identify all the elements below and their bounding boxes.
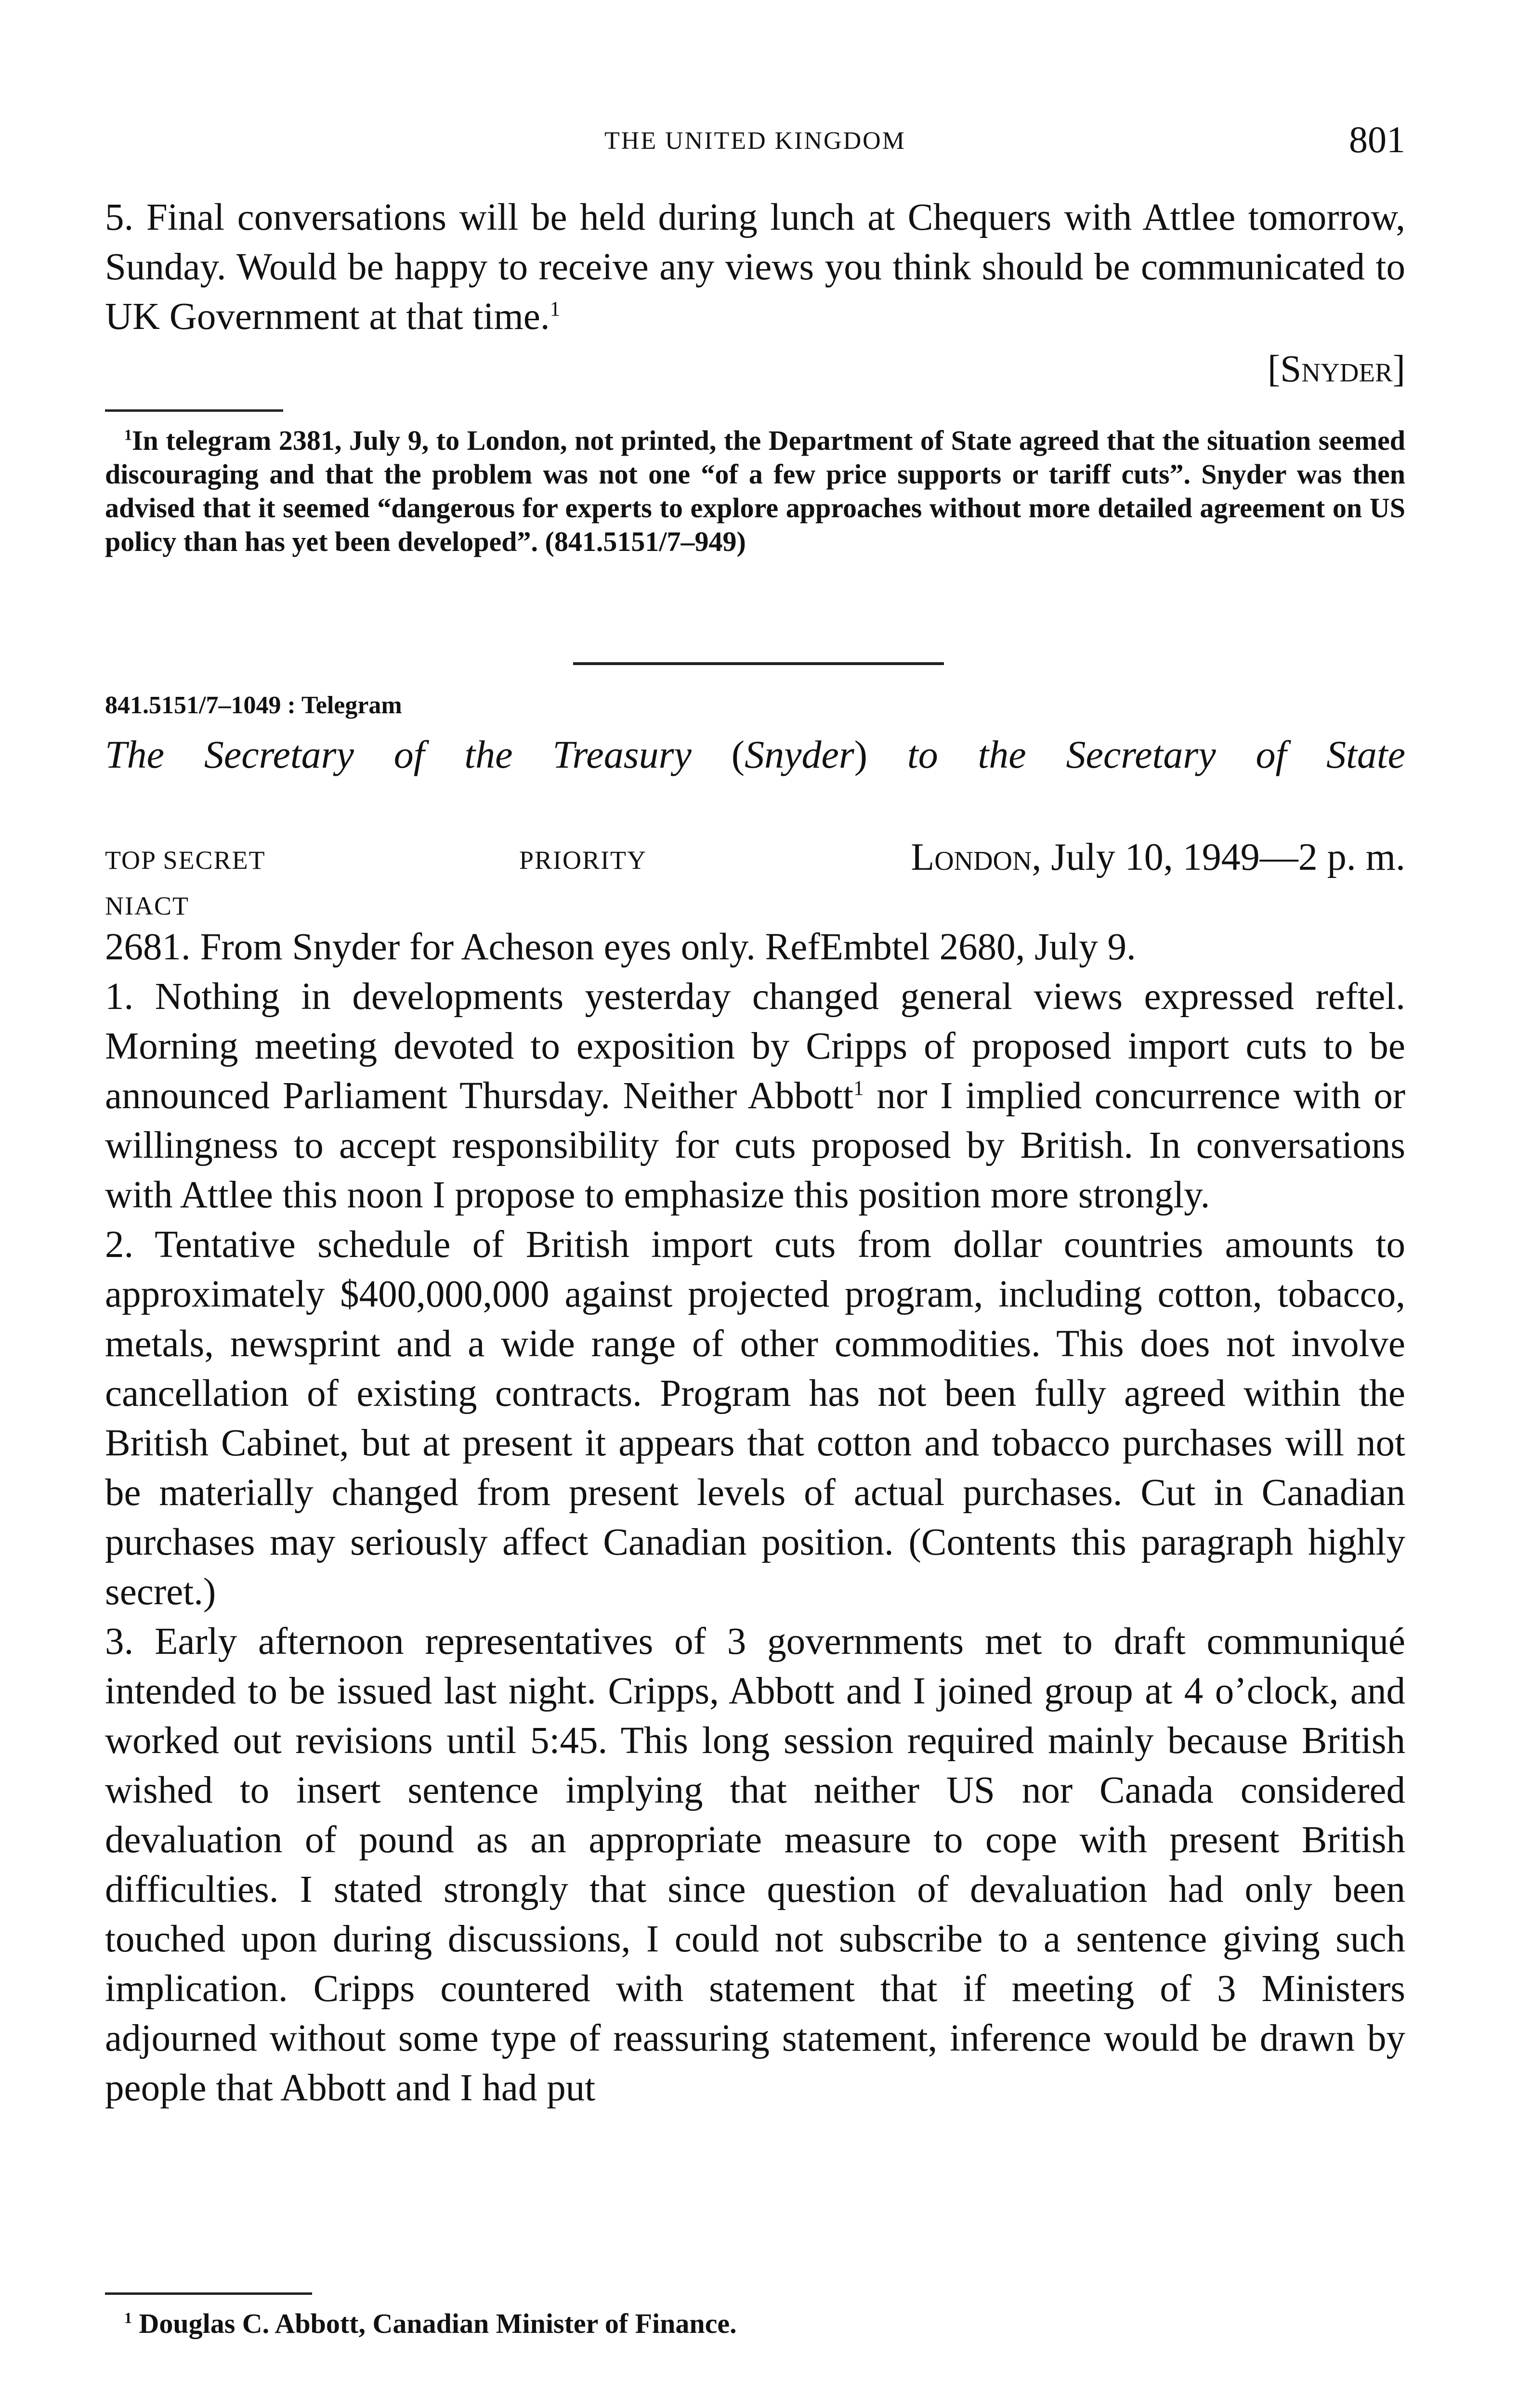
footnote-ref: 1: [550, 297, 561, 321]
page-number: 801: [1349, 118, 1405, 160]
running-head: THE UNITED KINGDOM: [604, 127, 906, 155]
paragraph-1: 1. Nothing in developments yesterday changed general views expressed reftel. Morning meeting devoted to exposition by Cripps of proposed import cuts to be announced Parliament Thursday. Neither Abbott$^1$ nor I implied concurrence with or willingness to accept responsibility for cuts proposed by British. In conversations with Attlee this noon I propose to emphasize this position more strongly.: [105, 976, 1406, 1216]
title-part-1: The Secretary of the Treasury: [105, 733, 692, 776]
footnote-text: In telegram 2381, July 9, to London, not printed, the Department of State agreed that the situation seemed discouraging and that the problem was not one “of a few price supports or tariff cuts”. Snyder was then advised that it seemed “dangerous for experts to explore approaches without more detailed agreement on US policy than has yet been developed”. (841.5151/7–949): [105, 425, 1405, 557]
title-part-2: to the Secretary of State: [907, 733, 1406, 776]
paragraph-2: 2. Tentative schedule of British import cuts from dollar countries amounts to approximately $400,000,000 against projected program, including cotton, tobacco, metals, newsprint and a wide range of other commodities. This does not involve cancellation of existing contracts. Program has not been fully agreed within the British Cabinet, but at present it appears that cotton and tobacco purchases will not be materially changed from present levels of actual purchases. Cut in Canadian purchases may seriously affect Canadian position. (Contents this paragraph highly secret.): [105, 1224, 1405, 1613]
footnote-text: Douglas C. Abbott, Canadian Minister of Finance.: [139, 2308, 737, 2339]
niact-label: NIACT: [105, 891, 189, 920]
footnote-marker: 1: [124, 2309, 132, 2327]
date: July 10, 1949—2 p. m.: [1051, 836, 1405, 878]
footnote-top: [105, 424, 1405, 559]
file-reference: 841.5151/7–1049 : Telegram: [105, 692, 402, 719]
classification: TOP SECRET: [105, 846, 266, 875]
place: London,: [911, 836, 1042, 878]
continuation-paragraph: [105, 193, 1405, 341]
telegram-meta: [105, 836, 1405, 884]
footnote-ref: 1: [853, 1076, 864, 1100]
section-divider: [573, 662, 944, 665]
paragraph-2681: 2681. From Snyder for Acheson eyes only. RefEmbtel 2680, July 9.: [105, 926, 1136, 968]
title-name: Snyder: [745, 733, 854, 776]
signature: [Snyder]: [1268, 348, 1405, 390]
footnote-bottom: [105, 2307, 1405, 2341]
priority: PRIORITY: [519, 846, 647, 875]
document-title: The Secretary of the Treasury (Snyder) to the Secretary of State: [105, 733, 1406, 776]
telegram-body: [105, 922, 1405, 2113]
footnote-rule-bottom: [105, 2292, 312, 2295]
page-header: [105, 118, 1405, 166]
footnote-rule-top: [105, 409, 283, 412]
paragraph-5-text: 5. Final conversations will be held during lunch at Chequers with Attlee tomorrow, Sunday. Would be happy to receive any views you think should be communicated to UK Government at that time.: [105, 196, 1405, 338]
paragraph-3: 3. Early afternoon representatives of 3 governments met to draft communiqué intended to be issued last night. Cripps, Abbott and I joined group at 4 o’clock, and worked out revisions until 5:45. This long session required mainly because British wished to insert sentence implying that neither US nor Canada considered devaluation of pound as an appropriate measure to cope with present British difficulties. I stated strongly that since question of devaluation had only been touched upon during discussions, I could not subscribe to a sentence giving such implication. Cripps countered with statement that if meeting of 3 Ministers adjourned without some type of reassuring statement, inference would be drawn by people that Abbott and I had put: [105, 1621, 1405, 2109]
footnote-marker: 1: [124, 426, 132, 444]
dateline: [911, 836, 1405, 879]
